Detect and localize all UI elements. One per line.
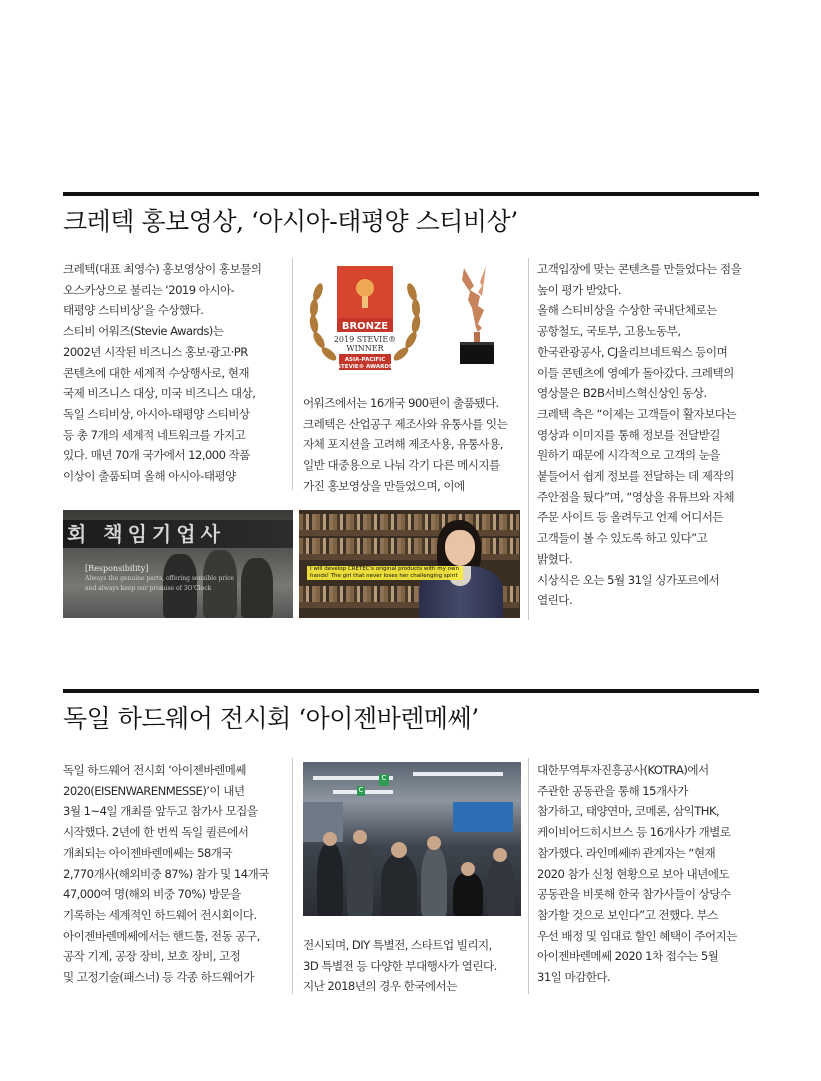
text-line: 공항철도, 국토부, 고용노동부, [537, 324, 681, 339]
award-ribbon-2: STEVIE® AWARDS [337, 364, 393, 370]
text-line: 지난 2018년의 경우 한국에서는 [303, 979, 457, 994]
text-line: 참가하고, 태양연마, 코메론, 삼익THK, [537, 804, 720, 819]
text-line: 이상이 출품되며 올해 아시아-태평양 [63, 469, 236, 484]
text-line: 2,770개사(해외비중 87%) 참가 및 14개국 [63, 866, 269, 881]
person-figure [241, 558, 273, 618]
text-line: 스티비 어워즈(Stevie Awards)는 [63, 324, 224, 339]
trade-fair-hall-photo [303, 762, 521, 916]
text-line: 어워즈에서는 16개국 900편이 출품됐다. [303, 396, 499, 410]
text-line: 가진 홍보영상을 만들었으며, 이에 [303, 478, 465, 493]
stevie-award-badge [305, 262, 425, 380]
text-line: 밝혔다. [537, 551, 573, 566]
visitor-head [353, 830, 367, 844]
text-line: 아이젠바렌메쎄에서는 핸드툴, 전동 공구, [63, 928, 260, 943]
article-column-1 [63, 259, 295, 487]
article-column-1 [63, 760, 295, 988]
hall-sign: C [358, 786, 364, 794]
library-interview-photo [299, 510, 520, 618]
text-line: 참가할 것으로 보인다”고 전했다. 부스 [537, 907, 718, 922]
ceiling-light [413, 772, 503, 776]
visitor-head [427, 836, 441, 850]
text-line: 2020(EISENWARENMESSE)’이 내년 [63, 783, 245, 798]
text-line: 참가했다. 라인메쎄㈜ 관계자는 “현재 [537, 845, 716, 860]
article-headline: 독일 하드웨어 전시회 ‘아이젠바렌메쎄’ [63, 704, 479, 733]
photo-overlay-text [85, 564, 245, 594]
text-line: 일반 대중용으로 나눠 각기 다른 메시지를 [303, 458, 500, 473]
visitor-figure [453, 872, 483, 916]
text-line: 자체 포지션을 고려해 제조사용, 유통사용, [303, 437, 503, 452]
text-line: 아이젠바렌메쎄 2020 1차 접수는 5월 [537, 949, 719, 964]
bookshelf [299, 554, 519, 560]
text-line: 3D 특별전 등 다양한 부대행사가 열린다. [303, 958, 497, 973]
text-line: 공작 기계, 공장 장비, 보호 장비, 고정 [63, 949, 241, 964]
hall-sign: C [379, 774, 389, 786]
article-column-3 [537, 760, 763, 988]
text-line: 독일 스티비상, 아시아-태평양 스티비상 [63, 406, 250, 421]
overlay-title: [Responsibility] [85, 564, 149, 573]
visitor-head [461, 862, 475, 876]
text-line: 높이 평가 받았다. [537, 282, 621, 297]
section-rule-top [63, 689, 759, 693]
text-line: 있다. 매년 70개 국가에서 12,000 작품 [63, 448, 250, 463]
section-rule-top [63, 192, 759, 196]
text-line: 개최되는 아이젠바렌메쎄는 58개국 [63, 845, 233, 860]
text-line: 대한무역투자진흥공사(KOTRA)에서 [537, 763, 709, 777]
text-line: 2002년 시작된 비즈니스 홍보·광고·PR [63, 344, 248, 359]
text-line: 열린다. [537, 593, 573, 608]
column-divider [528, 758, 529, 994]
text-line: 국제 비즈니스 대상, 미국 비즈니스 대상, [63, 386, 256, 401]
text-line: 전시되며, DIY 특별전, 스타트업 빌리지, [303, 938, 492, 952]
visitor-figure [347, 840, 373, 916]
visitor-figure [381, 854, 417, 916]
text-line: 31일 마감한다. [537, 970, 611, 985]
text-line: 콘텐츠에 대한 세계적 수상행사로, 현재 [63, 365, 250, 380]
text-line: 주안점을 뒀다”며, “영상을 유튜브와 자체 [537, 489, 734, 504]
column-divider [528, 258, 529, 620]
text-line: 주문 사이트 등 올려두고 언제 어디서든 [537, 510, 724, 525]
company-sign: 회 책임기업사 [63, 520, 293, 548]
text-line: 크레텍 측은 “이제는 고객들이 활자보다는 [537, 406, 737, 421]
visitor-figure [421, 846, 447, 916]
article-column-2 [303, 935, 525, 997]
visitor-head [493, 848, 507, 862]
bookshelf-books [299, 538, 519, 554]
text-line: 크레텍은 산업공구 제조사와 유통사를 잇는 [303, 416, 508, 431]
text-line: 고객입장에 맞는 콘텐츠를 만들었다는 점을 [537, 262, 742, 276]
text-line: 영상물은 B2B서비스혁신상인 동상. [537, 386, 707, 401]
text-line: 2020 참가 신청 현황으로 보아 내년에도 [537, 866, 730, 881]
visitor-head [323, 832, 337, 846]
text-line: 시작했다. 2년에 한 번씩 독일 퀼른에서 [63, 825, 249, 840]
award-winner: WINNER [346, 344, 384, 353]
text-line: 올해 스티비상을 수상한 국내단체로는 [537, 303, 717, 318]
text-line: 오스카상으로 불리는 ‘2019 아시아- [63, 282, 235, 297]
bookshelf-books [299, 514, 519, 530]
text-line: 한국관광공사, CJ올리브네트웍스 등이며 [537, 344, 728, 359]
award-year: 2019 STEVIE® [333, 335, 397, 344]
text-line: 주관한 공동관을 통해 15개사가 [537, 783, 688, 798]
text-line: 우선 배정 및 임대료 할인 혜택이 주어지는 [537, 928, 737, 943]
award-ribbon-1: ASIA-PACIFIC [344, 357, 386, 363]
award-level: BRONZE [341, 321, 389, 332]
text-line: 영상과 이미지를 통해 정보를 전달받길 [537, 427, 720, 442]
visitor-head [391, 842, 407, 858]
article-column-3 [537, 259, 763, 611]
article-headline: 크레텍 홍보영상, ‘아시아-태평양 스티비상’ [63, 207, 518, 236]
visitor-figure [487, 858, 515, 916]
text-line: 원하기 때문에 시각적으로 고객의 눈을 [537, 448, 720, 463]
vintage-staff-photo [63, 510, 293, 618]
text-line: 붙들어서 쉽게 정보를 전달하는 데 제작의 [537, 469, 734, 484]
trophy-image [434, 262, 520, 374]
text-line: 독일 하드웨어 전시회 ‘아이젠바렌메쎄 [63, 763, 246, 777]
exhibitor-booth [453, 802, 513, 832]
text-line: 이들 콘텐츠에 영예가 돌아갔다. 크레텍의 [537, 365, 734, 380]
column-divider [292, 758, 293, 994]
text-line: 고객들이 볼 수 있도록 하고 있다”고 [537, 531, 708, 546]
text-line: 케이비어드히시브스 등 16개사가 개별로 [537, 825, 731, 840]
text-line: 기록하는 세계적인 하드웨어 전시회이다. [63, 907, 257, 922]
text-line: 공동관을 비롯해 한국 참가사들이 상당수 [537, 887, 731, 902]
text-line: 태평양 스티비상’을 수상했다. [63, 303, 204, 318]
text-line: 등 총 7개의 세계적 네트워크를 가지고 [63, 427, 246, 442]
video-subtitle: I will develop CRETEC's original products with my own hands! The girl that never loses her challenging spirit [307, 566, 463, 580]
text-line: 3월 1~4일 개최를 앞두고 참가사 모집을 [63, 804, 258, 819]
text-line: 시상식은 오는 5월 31일 싱가포르에서 [537, 572, 720, 587]
column-divider [292, 258, 293, 490]
text-line: 크레텍(대표 최영수) 홍보영상이 홍보물의 [63, 262, 262, 276]
text-line: 및 고정기술(패스너) 등 각종 하드웨어가 [63, 970, 254, 985]
person-face [445, 530, 475, 566]
visitor-figure [317, 842, 343, 916]
bookshelf [299, 530, 519, 536]
text-line: 47,000여 명(해외 비중 70%) 방문을 [63, 887, 241, 902]
overlay-subtitle: Always the genuine parts, offering sensible price and always keep our promise of 3O'Clock [85, 575, 235, 592]
article-column-2 [303, 393, 525, 497]
